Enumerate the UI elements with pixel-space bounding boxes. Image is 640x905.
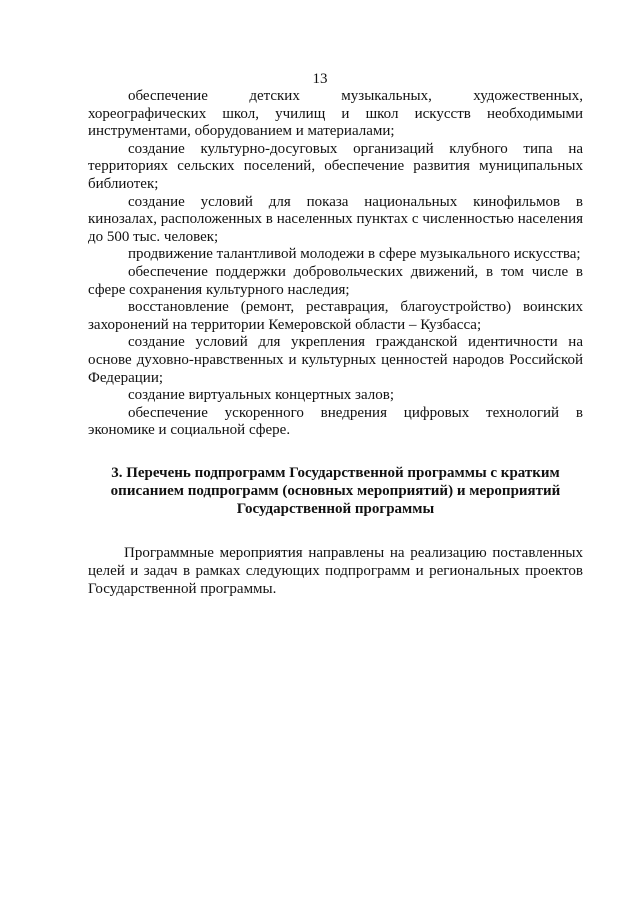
list-item: создание культурно-досуговых организаций клубного типа на территориях сельских поселений, обеспечение развития муниципальных библиотек;: [88, 140, 583, 192]
list-item: обеспечение детских музыкальных, художественных, хореографических школ, училищ и школ искусств необходимыми инструментами, оборудованием и материалами;: [88, 88, 583, 140]
list-item: продвижение талантливой молодежи в сфере музыкального искусства;: [128, 246, 581, 263]
list-item: создание условий для укрепления гражданской идентичности на основе духовно-нравственных и культурных ценностей народов Российской Федерации;: [88, 334, 583, 386]
list-item: восстановление (ремонт, реставрация, благоустройство) воинских захоронений на территории Кемеровской области – Кузбасса;: [88, 299, 583, 333]
section-heading: 3. Перечень подпрограмм Государственной программы с кратким описанием подпрограмм (основных мероприятий) и мероприятий Государственной программы: [110, 464, 561, 517]
section-intro-paragraph: Программные мероприятия направлены на реализацию поставленных целей и задач в рамках следующих подпрограмм и региональных проектов Государственной программы.: [88, 544, 583, 597]
list-item: обеспечение ускоренного внедрения цифровых технологий в экономике и социальной сфере.: [88, 404, 583, 439]
list-item: обеспечение поддержки добровольческих движений, в том числе в сфере сохранения культурного наследия;: [88, 263, 583, 298]
page-number: 13: [312, 71, 328, 87]
list-item: создание условий для показа национальных кинофильмов в кинозалах, расположенных в населенных пунктах с численностью населения до 500 тыс. человек;: [88, 193, 583, 245]
page-content: [88, 88, 583, 598]
list-item: создание виртуальных концертных залов;: [128, 387, 395, 404]
